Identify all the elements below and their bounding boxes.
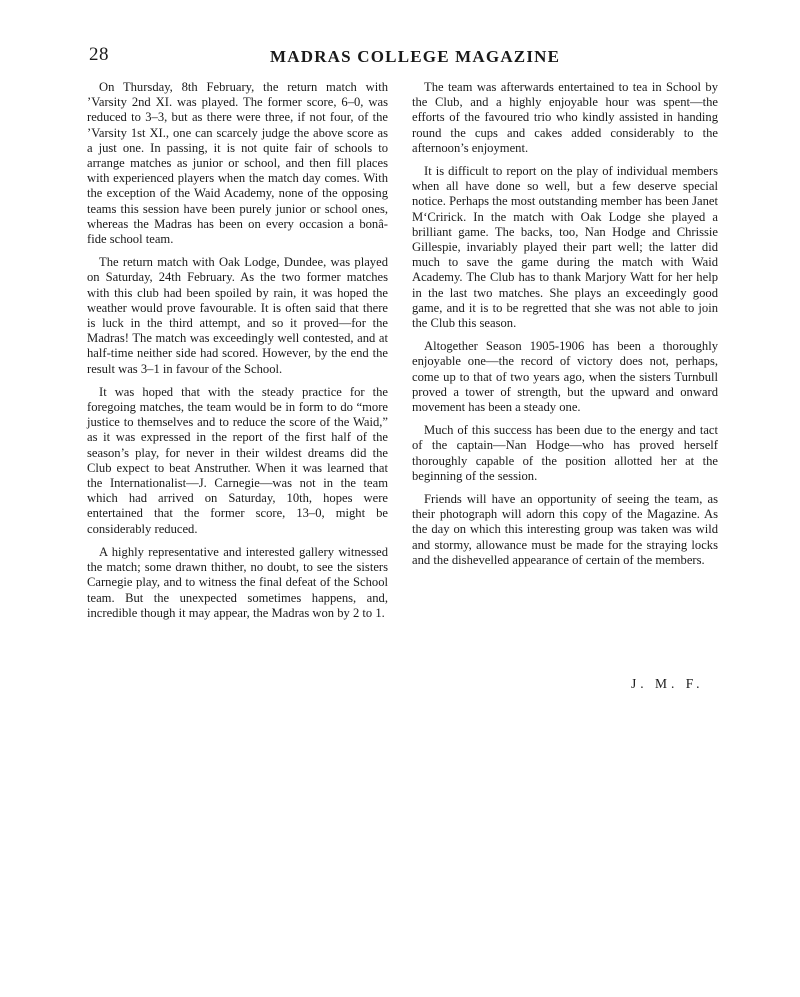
left-column — [87, 80, 388, 629]
paragraph: On Thursday, 8th February, the return match with ’Varsity 2nd XI. was played. The former score, 6–0, was reduced to 3–3, but as there were three, if not four, of the ’Varsity 1st XI., one can scarcely judge the above score as a just one. In passing, it is not quite fair of schools to arrange matches as junior or school, and then fill places with experienced players when the match day comes. With the exception of the Waid Academy, none of the opposing teams this session have been purely junior or school ones, whereas the Madras has been on every occasion a bonâ-fide school team. — [87, 80, 388, 247]
author-signature: J. M. F. — [631, 676, 704, 691]
running-head-title: MADRAS COLLEGE MAGAZINE — [270, 47, 561, 66]
paragraph: Altogether Season 1905-1906 has been a thoroughly enjoyable one—the record of victory does not, perhaps, come up to that of two years ago, when the sisters Turnbull proved a tower of strength, but the upward and onward movement has been a steady one. — [412, 339, 718, 415]
paragraph: Much of this success has been due to the energy and tact of the captain—Nan Hodge—who has proved herself thoroughly capable of the position allotted her at the beginning of the session. — [412, 423, 718, 483]
paragraph: It is difficult to report on the play of individual members when all have done so well, but a few deserve special notice. Perhaps the most outstanding member has been Janet M‘Cririck. In the match with Oak Lodge she played a brilliant game. The backs, too, Nan Hodge and Chrissie Gillespie, invariably played their part well; the latter did much to save the game during the match with Waid Academy. The Club has to thank Marjory Watt for her help in the last two matches. She plays an exceedingly good game, and it is to be regretted that she was not able to join the Club this season. — [412, 164, 718, 331]
paragraph: A highly representative and interested gallery witnessed the match; some drawn thither, no doubt, to see the sisters Carnegie play, and to witness the final defeat of the School team. But the unexpected sometimes happens, and, incredible though it may appear, the Madras won by 2 to 1. — [87, 544, 388, 620]
paragraph: Friends will have an opportunity of seeing the team, as their photograph will adorn this copy of the Magazine. As the day on which this interesting group was taken was wild and stormy, allowance must be made for the straying locks and the dishevelled appearance of certain of the members. — [412, 492, 718, 567]
paragraph: It was hoped that with the steady practice for the foregoing matches, the team would be in form to do “more justice to themselves and to reduce the score of the Waid,” as it was expressed in the report of the first half of the season’s play, for never in their wildest dreams did the Club expect to beat Anstruther. When it was learned that the Internationalist—J. Carnegie—was not in the team which had arrived on Saturday, 10th, hopes were entertained that the former score, 13–0, might be considerably reduced. — [87, 384, 388, 536]
paragraph: The return match with Oak Lodge, Dundee, was played on Saturday, 24th February. As the two former matches with this club had been spoiled by rain, it was hoped the weather would prove favourable. It is often said that there is luck in the third attempt, and so it proved—for the Madras! The match was exceedingly well contested, and at half-time neither side had scored. However, by the end the result was 3–1 in favour of the School. — [87, 255, 388, 376]
page-number: 28 — [89, 44, 109, 65]
paragraph: The team was afterwards entertained to tea in School by the Club, and a highly enjoyable hour was spent—the efforts of the favoured trio who kindly assisted in handing round the cups and cakes added considerably to the afternoon’s enjoyment. — [412, 80, 718, 155]
right-column — [412, 80, 718, 576]
